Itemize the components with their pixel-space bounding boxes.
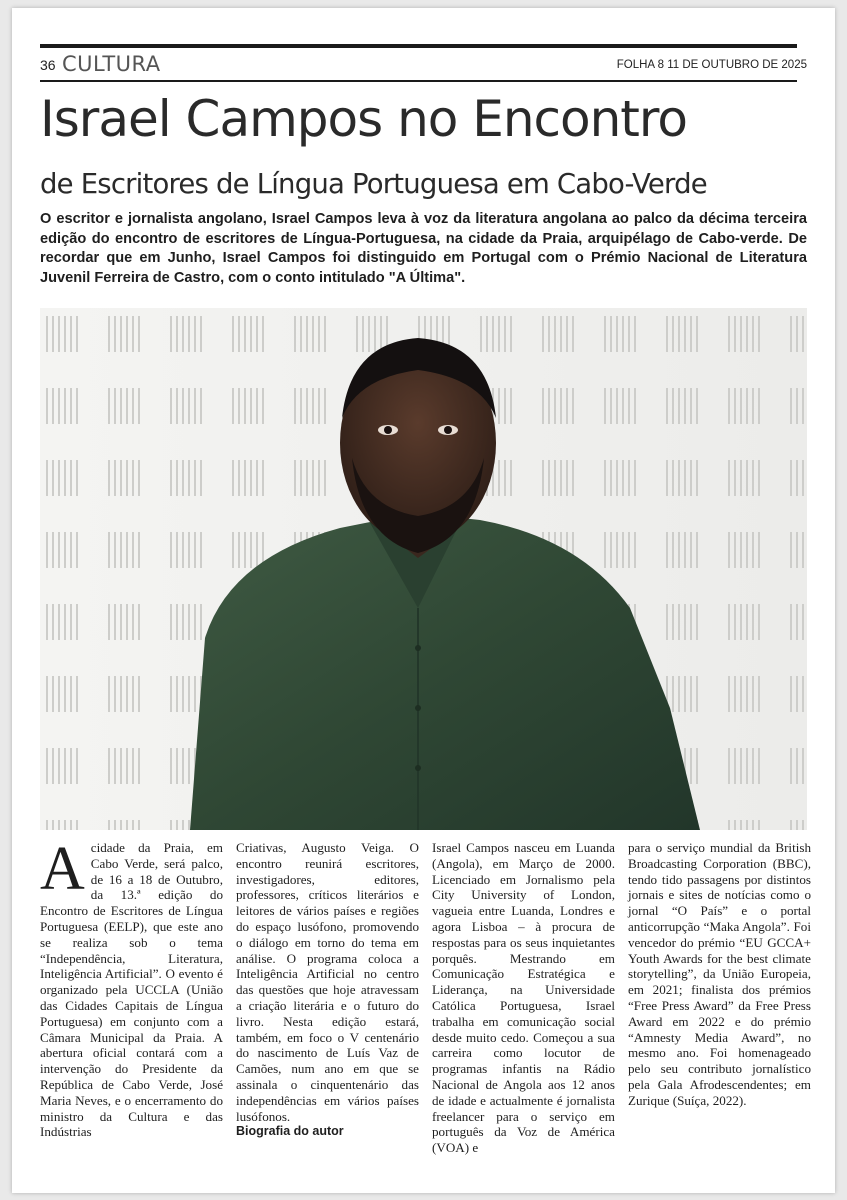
header-rule-thick (40, 44, 797, 48)
column-2-text: Criativas, Augusto Veiga. O encontro reunirá escritores, investigadores, editores, professores, críticos literários e leitores de vários países e regiões do espaço lusófono, promovendo o diálogo em torno do tema em análise. O programa coloca a Inteligência Artificial no centro das questões que hoje atravessam a criação literária e o futuro do livro. Nesta edição estará, também, em foco o V centenário do nascimento de Luís Vaz de Camões, num ano em que se assinala o cinquentenário das independências em vários países lusófonos. (236, 840, 419, 1124)
portrait-photo (40, 308, 807, 830)
portrait-illustration (40, 308, 807, 830)
column-3-text: Israel Campos nasceu em Luanda (Angola), em Março de 2000. Licenciado em Jornalismo pela City University of London, vagueia entre Luanda, Londres e agora Lisboa – à procura de respostas para os seus inquietantes porquês. Mestrando em Comunicação Estratégica e Liderança, na Universidade Católica Portuguesa, Israel trabalha em comunicação social desde muito cedo. Começou a sua carreira como locutor de programas infantis na Rádio Nacional de Angola aos 12 anos de idade e actualmente é jornalista freelancer para o serviço em português da Voz de América (VOA) e (432, 840, 615, 1156)
subheadline: de Escritores de Língua Portuguesa em Cabo-Verde (40, 168, 707, 200)
header-rule-thin (40, 80, 797, 82)
page-number: 36 (40, 57, 56, 73)
lede-paragraph: O escritor e jornalista angolano, Israel Campos leva à voz da literatura angolana ao palco da décima terceira edição do encontro de escritores de Língua-Portuguesa, na cidade da Praia, arquipélago de Cabo-verde. De recordar que em Junho, Israel Campos foi distinguido em Portugal com o Prémio Nacional de Literatura Juvenil Ferreira de Castro, com o conto intitulado "A Última". (40, 211, 807, 286)
article-column-2 (236, 840, 419, 1140)
column-4-text: para o serviço mundial da British Broadcasting Corporation (BBC), tendo tido passagens por distintos jornais e sites de notícias como o jornal “O País” e o portal anticorrupção “Maka Angola”. Foi vencedor do prémio “EU GCCA+ Youth Awards for the best climate storytelling”, da União Europeia, em 2021; finalista dos prémios “Free Press Award” da Free Press Award em 2022 e do prémio “Amnesty Media Award”, no mesmo ano. Foi homenageado pelo seu contributo jornalístico pela Gala Afrodescendentes; em Zurique (Suíça, 2022). (628, 840, 811, 1108)
headline: Israel Campos no Encontro (40, 90, 687, 148)
issue-date: FOLHA 8 11 DE OUTUBRO DE 2025 (616, 59, 807, 71)
article-column-1 (40, 835, 223, 1140)
column-1-text: cidade da Praia, em Cabo Verde, será palco, de 16 a 18 de Outubro, da 13.ª edição do Encontro de Escritores de Língua Portuguesa (EELP), que este ano se realiza sob o tema “Independência, Literatura, Inteligência Artificial”. O evento é organizado pela UCCLA (União das Cidades Capitais de Língua Portuguesa) em conjunto com a Câmara Municipal da Praia. A abertura oficial contará com a intervenção do Presidente da República de Cabo Verde, José Maria Neves, e o encerramento do ministro da Cultura e das Indústrias (40, 840, 223, 1140)
article-column-3 (432, 840, 615, 1156)
biography-heading: Biografia do autor (236, 1124, 344, 1139)
article-column-4 (628, 840, 811, 1109)
section-title: CULTURA (62, 52, 161, 76)
drop-cap: A (40, 835, 85, 903)
